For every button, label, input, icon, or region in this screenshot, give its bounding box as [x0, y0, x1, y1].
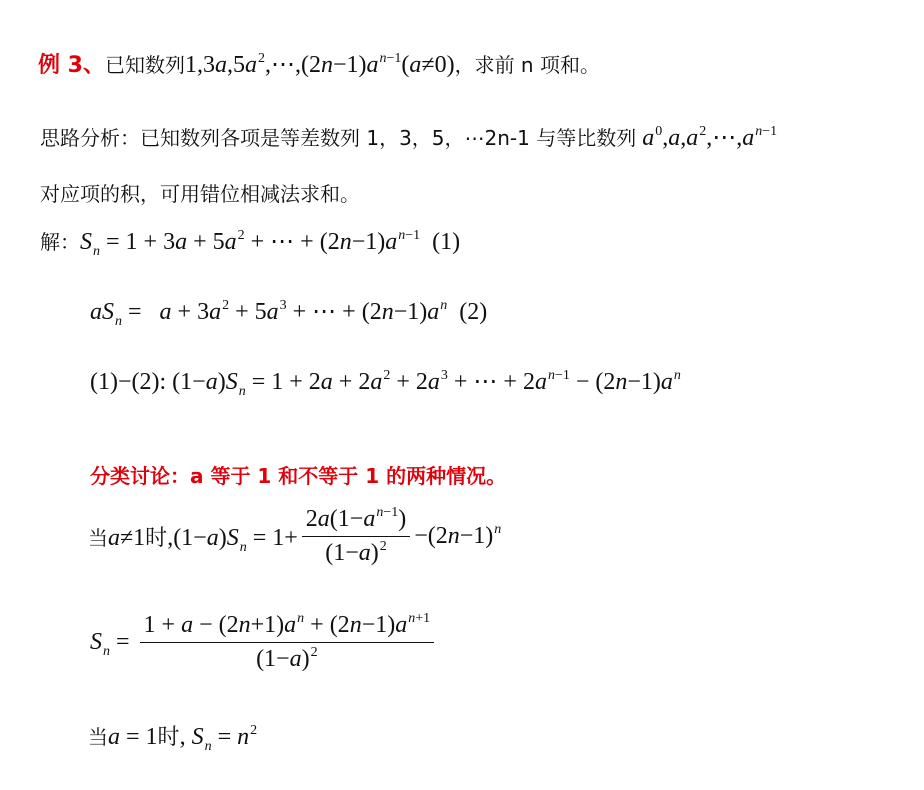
case2-math: a = 1时, $S_n = n^2$	[108, 723, 258, 754]
analysis-line-2	[40, 178, 360, 207]
example-statement	[38, 48, 600, 79]
case1-math-right: $-(2n-1)^n$	[414, 522, 502, 549]
eq2-math: $aS_n = a + 3a^2 + 5a^3$ + ⋯ + $(2n-1)a^n$ (2)	[90, 298, 488, 329]
discussion-text: 分类讨论：a 等于 1 和不等于 1 的两种情况。	[90, 464, 507, 488]
result1-fraction: $\frac{1 + a - (2n+1)a^n + (2n-1)a^{n+1}}{(1-a)^2}$	[140, 612, 435, 673]
eq3-math: (1)−(2): $(1-a)S_n = 1 + 2a + 2a^2 + 2a^3$ + ⋯ + $2a^{n-1} - (2n-1)a^n$	[90, 368, 681, 399]
case1-fraction: $\frac{2a(1-a^{n-1})}{(1-a)^2}$	[302, 506, 410, 567]
eq1-math: $S_n = 1 + 3a + 5a^2$ + ⋯ + $(2n-1)a^{n-1}$ (1)	[80, 228, 461, 259]
analysis-line-1	[40, 122, 777, 152]
solution-label: 解：	[40, 230, 80, 254]
example-prefix: 已知数列	[104, 53, 185, 77]
case1-math-left: a≠1时$,(1-a)S_n = 1+$	[108, 525, 298, 555]
equation-1	[40, 226, 461, 259]
discussion-line	[90, 460, 506, 489]
result-a-not-1	[90, 612, 438, 673]
case1-label: 当	[88, 526, 108, 550]
geom-seq-math: $a^0,a,a^2,\cdots,a^{n-1}$	[642, 124, 778, 151]
equation-2	[90, 297, 488, 329]
case2-label: 当	[88, 725, 108, 749]
example-suffix: ，求前 n 项和。	[454, 53, 600, 77]
result1-lhs: $S_n$ =	[90, 629, 136, 659]
analysis-text-1: 思路分析：已知数列各项是等差数列 1，3，5，⋯2n-1 与等比数列	[40, 126, 637, 150]
case-a-eq-1	[88, 720, 258, 754]
example-label: 例 3、	[38, 53, 105, 78]
example-sequence-math: $1,3a,5a^2,\cdots,(2n-1)a^{n-1}(a\ne 0)$	[184, 51, 455, 78]
case-a-not-1	[88, 506, 501, 567]
analysis-text-2: 对应项的积，可用错位相减法求和。	[40, 182, 360, 206]
equation-3	[90, 367, 681, 399]
